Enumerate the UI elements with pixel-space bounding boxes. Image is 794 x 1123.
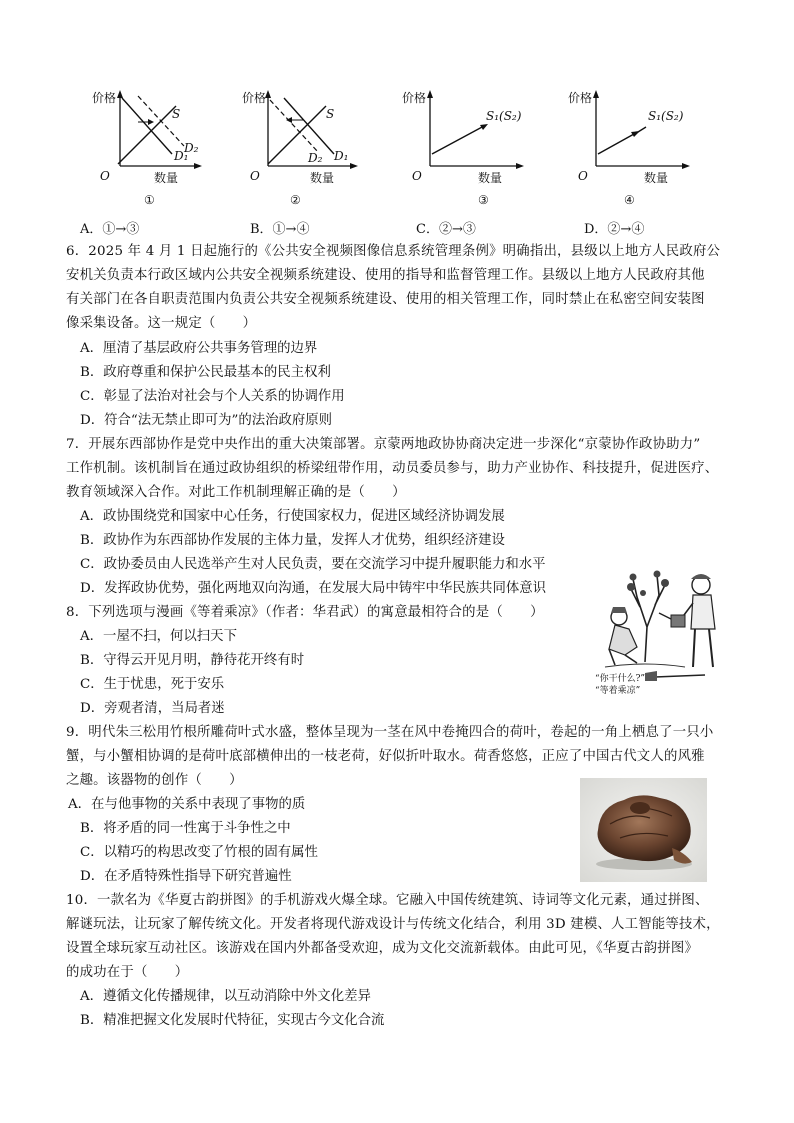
graph-4-svg (568, 84, 698, 210)
y-axis-arrow (117, 90, 123, 98)
cartoon-caption-2: “等着乘凉” (595, 686, 641, 696)
origin-label: O (250, 169, 260, 183)
q5-option-a[interactable]: A．①→③ (80, 222, 140, 237)
leaf (654, 571, 661, 578)
q6-line: 有关部门在各自职责范围内负责公共安全视频系统建设、使用的相关管理工作，同时禁止在私密空间安装图 (66, 292, 705, 307)
supply-line (432, 126, 484, 154)
q9-line: 蟹，与小蟹相协调的是荷叶底部横伸出的一枝老荷，好似折叶取水。荷香悠悠，正应了中国古代文人的风雅 (66, 749, 705, 764)
x-axis-arrow (516, 163, 524, 169)
q10-option-a[interactable]: A．遵循文化传播规律，以互动消除中外文化差异 (80, 989, 371, 1004)
y-label: 价格 (92, 91, 117, 105)
watering-can-spout (659, 613, 671, 619)
q8-option-c[interactable]: C．生于忧患，死于安乐 (80, 677, 225, 692)
q5-option-d[interactable]: D．②→④ (584, 222, 645, 237)
q10-line: 解谜玩法，让玩家了解传统文化。开发者将现代游戏设计与传统文化结合，利用 3D 建模、人工智能等技术， (66, 917, 720, 932)
line-label: S₁(S₂) (486, 109, 522, 123)
q7-line: 教育领域深入合作。对此工作机制理解正确的是（ ） (66, 485, 406, 500)
q7-option-c[interactable]: C．政协委员由人民选举产生对人民负责，要在交流学习中提升履职能力和水平 (80, 557, 546, 572)
graph-caption: ③ (478, 193, 489, 207)
q10-line: 设置全球玩家互动社区。该游戏在国内外都备受欢迎，成为文化交流新载体。由此可见，《华夏古韵拼图》 (66, 941, 699, 956)
carving-svg (580, 778, 707, 882)
q9-option-c[interactable]: C．以精巧的构思改变了竹根的固有属性 (80, 845, 318, 860)
shovel-blade (645, 671, 657, 681)
q6-line: 6．2025 年 4 月 1 日起施行的《公共安全视频图像信息系统管理条例》明确指出，县级以上地方人民政府公 (66, 244, 721, 259)
graph-1-svg (88, 84, 208, 210)
standing-man-body (691, 595, 715, 629)
x-label: 数量 (478, 171, 503, 185)
q6-option-b[interactable]: B．政府尊重和保护公民最基本的民主权利 (80, 365, 331, 380)
leaf (630, 574, 637, 581)
supply-label: S (326, 107, 335, 121)
q10-line: 的成功在于（ ） (66, 965, 189, 980)
graph-3 (402, 84, 532, 210)
standing-man-cap (691, 574, 711, 579)
y-axis-arrow (427, 90, 433, 98)
q9-line: 之趣。该器物的创作（ ） (66, 773, 243, 788)
q7-line: 7．开展东西部协作是党中央作出的重大决策部署。京蒙两地政协协商决定进一步深化“京蒙协作政协助力” (66, 437, 701, 452)
shovel-handle (655, 675, 705, 677)
cartoon-svg (585, 567, 745, 702)
line-label: S₁(S₂) (648, 109, 684, 123)
q7-option-a[interactable]: A．政协围绕党和国家中心任务，行使国家权力，促进区域经济协调发展 (80, 509, 505, 524)
q6-option-c[interactable]: C．彰显了法治对社会与个人关系的协调作用 (80, 389, 345, 404)
q9-option-d[interactable]: D．在矛盾特殊性指导下研究普遍性 (80, 869, 292, 884)
x-label: 数量 (644, 171, 669, 185)
q7-option-b[interactable]: B．政协作为东西部协作发展的主体力量，发挥人才优势，组织经济建设 (80, 533, 505, 548)
ground (605, 664, 685, 667)
q8-option-b[interactable]: B．守得云开见月明，静待花开终有时 (80, 653, 305, 668)
bamboo-carving-photo (580, 778, 707, 882)
demand-line-2 (270, 100, 318, 152)
q10-option-b[interactable]: B．精准把握文化发展时代特征，实现古今文化合流 (80, 1013, 385, 1028)
origin-label: O (412, 169, 422, 183)
graph-1 (88, 84, 208, 210)
q10-stem (66, 889, 742, 985)
q5-option-c[interactable]: C．②→③ (416, 222, 476, 237)
x-axis-arrow (194, 163, 202, 169)
q5-option-b[interactable]: B．①→④ (250, 222, 310, 237)
supply-line-tail (638, 127, 646, 132)
demand2-label: D₂ (184, 141, 199, 155)
y-axis-arrow (593, 90, 599, 98)
graph-caption: ② (290, 193, 301, 207)
q9-option-a[interactable]: A．在与他事物的关系中表现了事物的质 (68, 797, 306, 812)
supply-line (118, 106, 176, 164)
x-label: 数量 (310, 171, 335, 185)
q10-line: 10．一款名为《华夏古韵拼图》的手机游戏火爆全球。它融入中国传统建筑、诗词等文化元素，通过拼图、 (66, 893, 709, 908)
q6-line: 像采集设备。这一规定（ ） (66, 316, 257, 331)
cartoon-waiting-for-shade (585, 567, 745, 702)
q5-options (80, 218, 760, 238)
q7-option-d[interactable]: D．发挥政协优势，强化两地双向沟通，在发展大局中铸牢中华民族共同体意识 (80, 581, 547, 596)
leaf (640, 590, 646, 596)
sitting-man-hat (611, 607, 627, 613)
x-label: 数量 (154, 171, 179, 185)
q8-line: 8．下列选项与漫画《等着乘凉》（作者：华君武）的寓意最相符合的是（ ） (66, 605, 544, 620)
graph-4 (568, 84, 698, 210)
y-label: 价格 (242, 91, 267, 105)
q6-line: 安机关负责本行政区域内公共安全视频系统建设、使用的指导和监督管理工作。县级以上地方人民政府其他 (66, 268, 705, 283)
q7-stem (66, 433, 742, 505)
leaf (661, 579, 669, 587)
watering-can (671, 615, 685, 627)
demand1-label: D₁ (174, 149, 189, 163)
q9-option-b[interactable]: B．将矛盾的同一性寓于斗争性之中 (80, 821, 291, 836)
x-axis-arrow (350, 163, 358, 169)
origin-label: O (578, 169, 588, 183)
q6-option-a[interactable]: A．厘清了基层政府公共事务管理的边界 (80, 341, 318, 356)
graph-2-svg (242, 84, 374, 210)
crab (630, 802, 650, 814)
graph-caption: ① (144, 193, 155, 207)
sitting-man-body (609, 625, 637, 655)
cartoon-caption-1: “你干什么?” (595, 674, 646, 684)
q8-option-d[interactable]: D．旁观者清，当局者迷 (80, 701, 225, 716)
q8-option-a[interactable]: A．一屋不扫，何以扫天下 (80, 629, 237, 644)
demand1-label: D₁ (334, 149, 349, 163)
origin-label: O (100, 169, 110, 183)
y-label: 价格 (568, 91, 593, 105)
q6-stem (66, 240, 742, 336)
x-axis-arrow (682, 163, 690, 169)
demand2-label: D₂ (308, 151, 323, 165)
q9-line: 9．明代朱三松用竹根所雕荷叶式水盛，整体呈现为一茎在风中卷掩四合的荷叶，卷起的一角上栖息了一只小 (66, 725, 714, 740)
standing-man-legs (693, 629, 713, 667)
graph-2 (242, 84, 374, 210)
supply-arrowhead (480, 124, 488, 130)
leaf (627, 583, 635, 591)
q6-option-d[interactable]: D．符合“法无禁止即可为”的法治政府原则 (80, 413, 333, 428)
sapling-branches (631, 575, 665, 662)
q7-line: 工作机制。该机制旨在通过政协组织的桥梁纽带作用，动员委员参与，助力产业协作、科技提升，促进医疗、 (66, 461, 719, 476)
supply-line (598, 134, 634, 154)
graph-3-svg (402, 84, 532, 210)
demand-line-2 (138, 96, 184, 146)
demand-line-1 (122, 98, 172, 154)
y-label: 价格 (402, 91, 427, 105)
shift-arrowhead (148, 119, 154, 125)
supply-label: S (172, 107, 181, 121)
graph-caption: ④ (624, 193, 635, 207)
